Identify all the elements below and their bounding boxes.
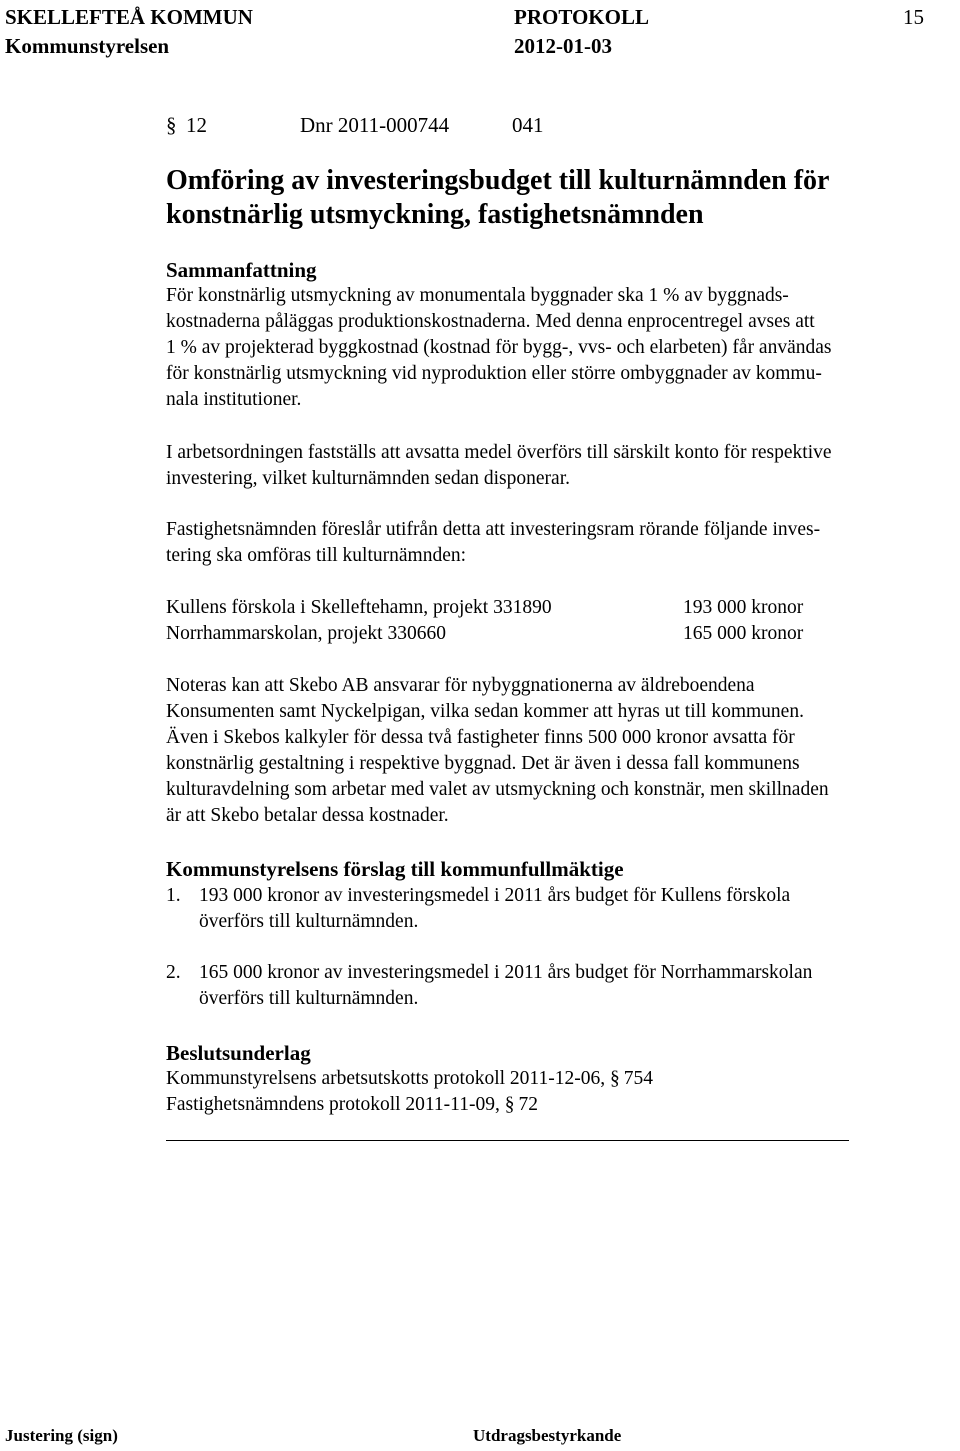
header-date: 2012-01-03 [514, 34, 612, 58]
section-sign: § [609, 1068, 620, 1089]
text-line: 1 % av projekterad byggkostnad (kostnad för bygg-, vvs- och elarbeten) får användas [166, 337, 832, 358]
header-organization: SKELLEFTEÅ KOMMUN [5, 5, 253, 29]
text-line: nala institutioner. [166, 389, 302, 410]
basis-line [166, 1066, 941, 1092]
proposal-item-number: 1. [166, 885, 181, 906]
paragraph-number: 12 [186, 113, 207, 137]
proposal-item-number: 2. [166, 962, 181, 983]
proposal-item-text: överförs till kulturnämnden. [199, 911, 419, 932]
basis-ref: 72 [518, 1094, 538, 1115]
text-line: kulturavdelning som arbetar med valet av utsmyckning och konstnär, men skillnaden [166, 779, 829, 800]
text-line: investering, vilket kulturnämnden sedan disponerar. [166, 468, 570, 489]
basis-section [166, 1040, 941, 1118]
basis-heading: Beslutsunderlag [166, 1041, 311, 1065]
text-line: tering ska omföras till kulturnämnden: [166, 545, 467, 566]
header-body: Kommunstyrelsen [5, 34, 170, 58]
page-title [166, 164, 946, 232]
divider [166, 1140, 849, 1141]
text-line: Noteras kan att Skebo AB ansvarar för nybyggnationerna av äldreboendena [166, 675, 755, 696]
text-line: kostnaderna påläggas produktionskostnaderna. Med denna enprocentregel avses att [166, 311, 815, 332]
paragraph-code: 041 [512, 113, 544, 137]
investment-name: Norrhammarskolan, projekt 330660 [166, 623, 446, 644]
diary-number: Dnr 2011-000744 [300, 113, 450, 137]
summary-paragraph-3 [166, 517, 941, 569]
proposal-item-text: 165 000 kronor av investeringsmedel i 2011 års budget för Norrhammarskolan [199, 962, 813, 983]
header-document-type: PROTOKOLL [514, 5, 649, 29]
basis-text: Fastighetsnämndens protokoll 2011-11-09, [166, 1094, 500, 1115]
text-line: I arbetsordningen fastställs att avsatta medel överförs till särskilt konto för respektive [166, 442, 832, 463]
text-line: Konsumenten samt Nyckelpigan, vilka sedan kommer att hyras ut till kommunen. [166, 701, 804, 722]
text-line: är att Skebo betalar dessa kostnader. [166, 805, 449, 826]
title-line: Omföring av investeringsbudget till kulturnämnden för [166, 165, 830, 196]
proposal-heading: Kommunstyrelsens förslag till kommunfullmäktige [166, 857, 624, 881]
footer-utdragsbestyrkande: Utdragsbestyrkande [473, 1426, 622, 1445]
investment-amount: 165 000 kronor [683, 623, 804, 644]
basis-ref: 754 [623, 1068, 653, 1089]
basis-line [166, 1092, 941, 1118]
proposal-item-text: 193 000 kronor av investeringsmedel i 2011 års budget för Kullens förskola [199, 885, 791, 906]
text-line: Fastighetsnämnden föreslår utifrån detta att investeringsram rörande följande inves- [166, 519, 821, 540]
summary-heading: Sammanfattning [166, 258, 317, 282]
text-line: konstnärlig gestaltning i respektive byggnad. Det är även i dessa fall kommunens [166, 753, 800, 774]
proposal-heading-wrap [166, 856, 941, 882]
summary-paragraph-1 [166, 283, 941, 413]
section-sign: § [166, 113, 177, 137]
text-line: Även i Skebos kalkyler för dessa två fastigheter finns 500 000 kronor avsatta för [166, 727, 795, 748]
investment-amount: 193 000 kronor [683, 597, 804, 618]
basis-text: Kommunstyrelsens arbetsutskotts protokoll 2011-12-06, [166, 1068, 606, 1089]
notes-paragraph [166, 673, 941, 829]
text-line: För konstnärlig utsmyckning av monumentala byggnader ska 1 % av byggnads- [166, 285, 789, 306]
summary-section [166, 257, 941, 413]
title-line: konstnärlig utsmyckning, fastighetsnämnden [166, 199, 704, 230]
page-number: 15 [903, 5, 924, 29]
proposal-item-text: överförs till kulturnämnden. [199, 988, 419, 1009]
footer-justering: Justering (sign) [5, 1426, 118, 1445]
section-sign: § [504, 1094, 515, 1115]
summary-paragraph-2 [166, 440, 941, 492]
text-line: för konstnärlig utsmyckning vid nyproduktion eller större ombyggnader av kommu- [166, 363, 822, 384]
investment-name: Kullens förskola i Skelleftehamn, projekt 331890 [166, 597, 552, 618]
